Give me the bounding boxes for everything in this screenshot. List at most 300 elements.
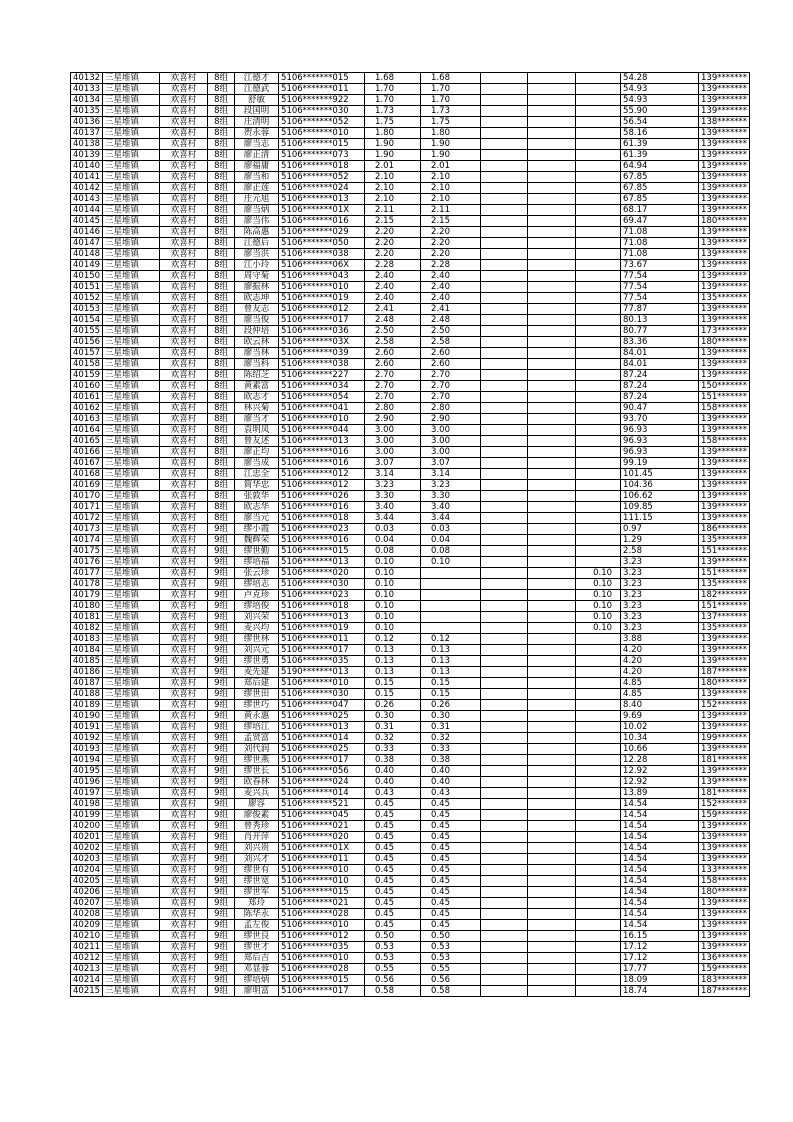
cell-name: 肖开萍 [235,832,279,843]
cell-village: 欢喜村 [160,73,208,84]
cell-town: 三星堆镇 [103,656,160,667]
cell-row-number: 40212 [71,953,103,964]
cell-village: 欢喜村 [160,447,208,458]
table-row [71,711,750,722]
cell-phone: 139******* [699,73,750,84]
cell-area-a: 3.00 [421,425,481,436]
cell-phone: 139******* [699,183,750,194]
cell-row-number: 40165 [71,436,103,447]
cell-area-a: 0.53 [421,953,481,964]
cell-id-number: 5106*******038 [279,359,365,370]
cell-empty [481,799,528,810]
cell-group: 8组 [208,260,235,271]
cell-town: 三星堆镇 [103,546,160,557]
cell-town: 三星堆镇 [103,788,160,799]
cell-area-a: 1.70 [421,84,481,95]
cell-row-number: 40176 [71,557,103,568]
cell-row-number: 40155 [71,326,103,337]
cell-area-c [576,722,621,733]
cell-phone: 158******* [699,436,750,447]
cell-name: 贺永蓉 [235,128,279,139]
cell-group: 9组 [208,931,235,942]
cell-village: 欢喜村 [160,172,208,183]
cell-village: 欢喜村 [160,370,208,381]
cell-phone: 139******* [699,458,750,469]
cell-phone: 137******* [699,612,750,623]
cell-name: 江小玲 [235,260,279,271]
cell-row-number: 40183 [71,634,103,645]
cell-name: 袁明凤 [235,425,279,436]
cell-area: 2.40 [365,271,421,282]
cell-village: 欢喜村 [160,403,208,414]
cell-amount: 9.69 [621,711,699,722]
cell-area: 2.20 [365,227,421,238]
cell-id-number: 5106*******010 [279,282,365,293]
cell-village: 欢喜村 [160,480,208,491]
cell-empty [481,612,528,623]
cell-row-number: 40180 [71,601,103,612]
cell-area-a: 0.45 [421,821,481,832]
cell-group: 8组 [208,502,235,513]
cell-name: 缪世军 [235,887,279,898]
cell-area-c [576,293,621,304]
cell-id-number: 5106*******012 [279,480,365,491]
cell-empty [481,425,528,436]
cell-group: 9组 [208,964,235,975]
cell-phone: 139******* [699,414,750,425]
cell-area: 2.50 [365,326,421,337]
cell-area-a: 0.45 [421,887,481,898]
cell-area-c [576,843,621,854]
cell-town: 三星堆镇 [103,711,160,722]
cell-amount: 4.20 [621,656,699,667]
cell-phone: 139******* [699,315,750,326]
cell-area: 2.15 [365,216,421,227]
cell-area-b [528,227,576,238]
cell-name: 欧志华 [235,502,279,513]
cell-area-b [528,304,576,315]
table-row [71,931,750,942]
cell-area-a: 2.15 [421,216,481,227]
cell-phone: 173******* [699,326,750,337]
cell-id-number: 5106*******017 [279,315,365,326]
cell-area-c: 0.10 [576,568,621,579]
cell-empty [481,348,528,359]
cell-empty [481,172,528,183]
cell-amount: 67.85 [621,172,699,183]
cell-phone: 139******* [699,491,750,502]
cell-area: 3.14 [365,469,421,480]
cell-area-c [576,469,621,480]
cell-phone: 199******* [699,733,750,744]
cell-group: 8组 [208,172,235,183]
cell-id-number: 5106*******052 [279,172,365,183]
cell-village: 欢喜村 [160,535,208,546]
cell-amount: 106.62 [621,491,699,502]
cell-town: 三星堆镇 [103,436,160,447]
cell-area-a [421,623,481,634]
cell-phone: 151******* [699,546,750,557]
cell-empty [481,249,528,260]
cell-phone: 139******* [699,139,750,150]
table-row [71,139,750,150]
cell-area-a: 2.48 [421,315,481,326]
cell-row-number: 40162 [71,403,103,414]
cell-area-a: 0.33 [421,744,481,755]
cell-row-number: 40167 [71,458,103,469]
cell-village: 欢喜村 [160,590,208,601]
table-row [71,865,750,876]
cell-empty [481,711,528,722]
cell-amount: 69.47 [621,216,699,227]
cell-area-b [528,667,576,678]
cell-row-number: 40140 [71,161,103,172]
cell-id-number: 5106*******010 [279,876,365,887]
cell-village: 欢喜村 [160,975,208,986]
cell-id-number: 5106*******018 [279,601,365,612]
cell-row-number: 40141 [71,172,103,183]
cell-group: 8组 [208,106,235,117]
cell-area-c [576,634,621,645]
cell-area-c [576,216,621,227]
cell-amount: 12.92 [621,766,699,777]
cell-area-b [528,205,576,216]
cell-area-a: 0.45 [421,843,481,854]
cell-area-a: 2.11 [421,205,481,216]
table-row [71,95,750,106]
cell-area: 2.40 [365,293,421,304]
cell-area: 0.53 [365,953,421,964]
cell-town: 三星堆镇 [103,601,160,612]
cell-empty [481,183,528,194]
cell-phone: 139******* [699,689,750,700]
table-row [71,392,750,403]
cell-phone: 183******* [699,975,750,986]
cell-town: 三星堆镇 [103,777,160,788]
cell-group: 8组 [208,205,235,216]
cell-village: 欢喜村 [160,183,208,194]
cell-row-number: 40177 [71,568,103,579]
cell-area: 1.80 [365,128,421,139]
cell-area-c [576,392,621,403]
cell-empty [481,887,528,898]
cell-area-a: 0.15 [421,678,481,689]
cell-group: 9组 [208,810,235,821]
cell-group: 9组 [208,865,235,876]
cell-area-a [421,568,481,579]
cell-group: 9组 [208,898,235,909]
cell-row-number: 40134 [71,95,103,106]
cell-group: 8组 [208,513,235,524]
cell-amount: 17.12 [621,942,699,953]
table-row [71,887,750,898]
cell-id-number: 5106*******045 [279,810,365,821]
cell-name: 张云珍 [235,568,279,579]
cell-area-c [576,689,621,700]
cell-village: 欢喜村 [160,513,208,524]
cell-town: 三星堆镇 [103,843,160,854]
data-table [70,72,750,997]
cell-name: 孟贤富 [235,733,279,744]
cell-row-number: 40172 [71,513,103,524]
cell-area-c [576,535,621,546]
cell-id-number: 5106*******020 [279,568,365,579]
table-row [71,579,750,590]
cell-id-number: 5106*******019 [279,623,365,634]
cell-empty [481,436,528,447]
cell-area-c [576,106,621,117]
cell-name: 江忠全 [235,469,279,480]
cell-name: 陈高惠 [235,227,279,238]
cell-area-b [528,513,576,524]
cell-id-number: 5106*******043 [279,271,365,282]
cell-amount: 77.54 [621,271,699,282]
table-row [71,766,750,777]
cell-area-b [528,755,576,766]
cell-village: 欢喜村 [160,95,208,106]
cell-phone: 139******* [699,128,750,139]
cell-amount: 90.47 [621,403,699,414]
cell-area: 3.00 [365,436,421,447]
cell-area-b [528,568,576,579]
cell-town: 三星堆镇 [103,964,160,975]
cell-id-number: 5106*******227 [279,370,365,381]
cell-area-a: 0.45 [421,799,481,810]
cell-empty [481,590,528,601]
cell-empty [481,161,528,172]
cell-amount: 0.97 [621,524,699,535]
cell-area: 2.58 [365,337,421,348]
cell-empty [481,304,528,315]
cell-amount: 54.93 [621,95,699,106]
cell-group: 9组 [208,546,235,557]
cell-group: 8组 [208,359,235,370]
cell-area-b [528,964,576,975]
cell-amount: 8.40 [621,700,699,711]
cell-village: 欢喜村 [160,722,208,733]
cell-id-number: 5106*******024 [279,777,365,788]
cell-town: 三星堆镇 [103,689,160,700]
cell-area: 0.10 [365,612,421,623]
cell-village: 欢喜村 [160,381,208,392]
cell-amount: 4.85 [621,689,699,700]
cell-row-number: 40204 [71,865,103,876]
cell-row-number: 40169 [71,480,103,491]
cell-area-a: 2.60 [421,359,481,370]
cell-empty [481,546,528,557]
cell-area-a: 2.40 [421,282,481,293]
cell-area: 0.13 [365,667,421,678]
cell-area-a: 2.40 [421,293,481,304]
cell-id-number: 5106*******025 [279,711,365,722]
cell-area-b [528,403,576,414]
cell-empty [481,975,528,986]
cell-area: 0.33 [365,744,421,755]
cell-area-b [528,128,576,139]
cell-area-c [576,755,621,766]
cell-phone: 133******* [699,865,750,876]
cell-name: 舒敏 [235,95,279,106]
cell-town: 三星堆镇 [103,183,160,194]
cell-id-number: 5106*******030 [279,106,365,117]
cell-area-a: 1.68 [421,73,481,84]
cell-name: 刘兴才 [235,854,279,865]
cell-empty [481,777,528,788]
cell-name: 廖当林 [235,348,279,359]
cell-row-number: 40201 [71,832,103,843]
cell-empty [481,95,528,106]
cell-phone: 139******* [699,238,750,249]
cell-phone: 181******* [699,755,750,766]
cell-village: 欢喜村 [160,843,208,854]
cell-amount: 12.28 [621,755,699,766]
cell-area-c [576,183,621,194]
cell-amount: 54.93 [621,84,699,95]
cell-empty [481,810,528,821]
cell-group: 8组 [208,491,235,502]
cell-area-c [576,810,621,821]
table-row [71,898,750,909]
cell-id-number: 5106*******025 [279,744,365,755]
cell-area-b [528,678,576,689]
cell-phone: 139******* [699,194,750,205]
cell-town: 三星堆镇 [103,337,160,348]
cell-village: 欢喜村 [160,282,208,293]
cell-area: 2.70 [365,392,421,403]
cell-amount: 87.24 [621,392,699,403]
cell-id-number: 5106*******016 [279,447,365,458]
cell-amount: 101.45 [621,469,699,480]
cell-town: 三星堆镇 [103,568,160,579]
cell-town: 三星堆镇 [103,986,160,997]
cell-area-b [528,337,576,348]
cell-area-c [576,733,621,744]
cell-empty [481,524,528,535]
cell-area-b [528,645,576,656]
cell-group: 8组 [208,436,235,447]
cell-phone: 139******* [699,95,750,106]
cell-amount: 3.23 [621,623,699,634]
cell-town: 三星堆镇 [103,469,160,480]
cell-name: 陈绍芝 [235,370,279,381]
cell-village: 欢喜村 [160,700,208,711]
cell-area-c [576,524,621,535]
cell-empty [481,832,528,843]
cell-id-number: 5106*******015 [279,139,365,150]
table-row [71,744,750,755]
cell-phone: 186******* [699,524,750,535]
cell-name: 缪世长 [235,766,279,777]
cell-name: 缪培俊 [235,601,279,612]
cell-town: 三星堆镇 [103,612,160,623]
cell-area-b [528,579,576,590]
cell-area-a: 2.40 [421,271,481,282]
cell-village: 欢喜村 [160,711,208,722]
cell-empty [481,722,528,733]
cell-row-number: 40190 [71,711,103,722]
cell-area-b [528,84,576,95]
cell-town: 三星堆镇 [103,271,160,282]
cell-group: 8组 [208,348,235,359]
cell-phone: 139******* [699,744,750,755]
cell-phone: 180******* [699,216,750,227]
cell-village: 欢喜村 [160,337,208,348]
cell-row-number: 40207 [71,898,103,909]
cell-empty [481,106,528,117]
cell-row-number: 40189 [71,700,103,711]
cell-area: 2.41 [365,304,421,315]
cell-group: 9组 [208,733,235,744]
cell-area-c [576,403,621,414]
cell-area-c: 0.10 [576,623,621,634]
cell-group: 8组 [208,469,235,480]
cell-group: 8组 [208,315,235,326]
cell-village: 欢喜村 [160,733,208,744]
cell-phone: 139******* [699,304,750,315]
cell-row-number: 40151 [71,282,103,293]
cell-area-c [576,205,621,216]
cell-area-a: 2.41 [421,304,481,315]
cell-row-number: 40164 [71,425,103,436]
cell-empty [481,359,528,370]
cell-town: 三星堆镇 [103,645,160,656]
cell-amount: 14.54 [621,854,699,865]
cell-area: 2.48 [365,315,421,326]
cell-area-b [528,953,576,964]
cell-group: 8组 [208,117,235,128]
cell-area-a: 2.80 [421,403,481,414]
cell-village: 欢喜村 [160,656,208,667]
cell-area-b [528,909,576,920]
table-row [71,942,750,953]
table-row [71,315,750,326]
cell-area-b [528,601,576,612]
cell-amount: 71.08 [621,227,699,238]
cell-phone: 181******* [699,788,750,799]
cell-area-b [528,502,576,513]
cell-group: 8组 [208,458,235,469]
cell-amount: 55.90 [621,106,699,117]
cell-village: 欢喜村 [160,623,208,634]
cell-id-number: 5106*******014 [279,788,365,799]
cell-group: 8组 [208,216,235,227]
cell-village: 欢喜村 [160,425,208,436]
cell-id-number: 5106*******041 [279,403,365,414]
cell-area: 0.03 [365,524,421,535]
cell-phone: 180******* [699,678,750,689]
cell-id-number: 5106*******015 [279,887,365,898]
cell-town: 三星堆镇 [103,634,160,645]
cell-area-b [528,777,576,788]
cell-id-number: 5106*******012 [279,931,365,942]
cell-group: 9组 [208,909,235,920]
table-row [71,117,750,128]
cell-town: 三星堆镇 [103,326,160,337]
cell-area-a [421,601,481,612]
cell-area-c [576,139,621,150]
cell-id-number: 5106*******017 [279,645,365,656]
cell-group: 8组 [208,370,235,381]
cell-area-b [528,480,576,491]
cell-town: 三星堆镇 [103,920,160,931]
cell-group: 8组 [208,271,235,282]
cell-amount: 3.23 [621,612,699,623]
cell-village: 欢喜村 [160,216,208,227]
cell-village: 欢喜村 [160,414,208,425]
cell-area-a: 2.01 [421,161,481,172]
cell-empty [481,392,528,403]
cell-row-number: 40153 [71,304,103,315]
